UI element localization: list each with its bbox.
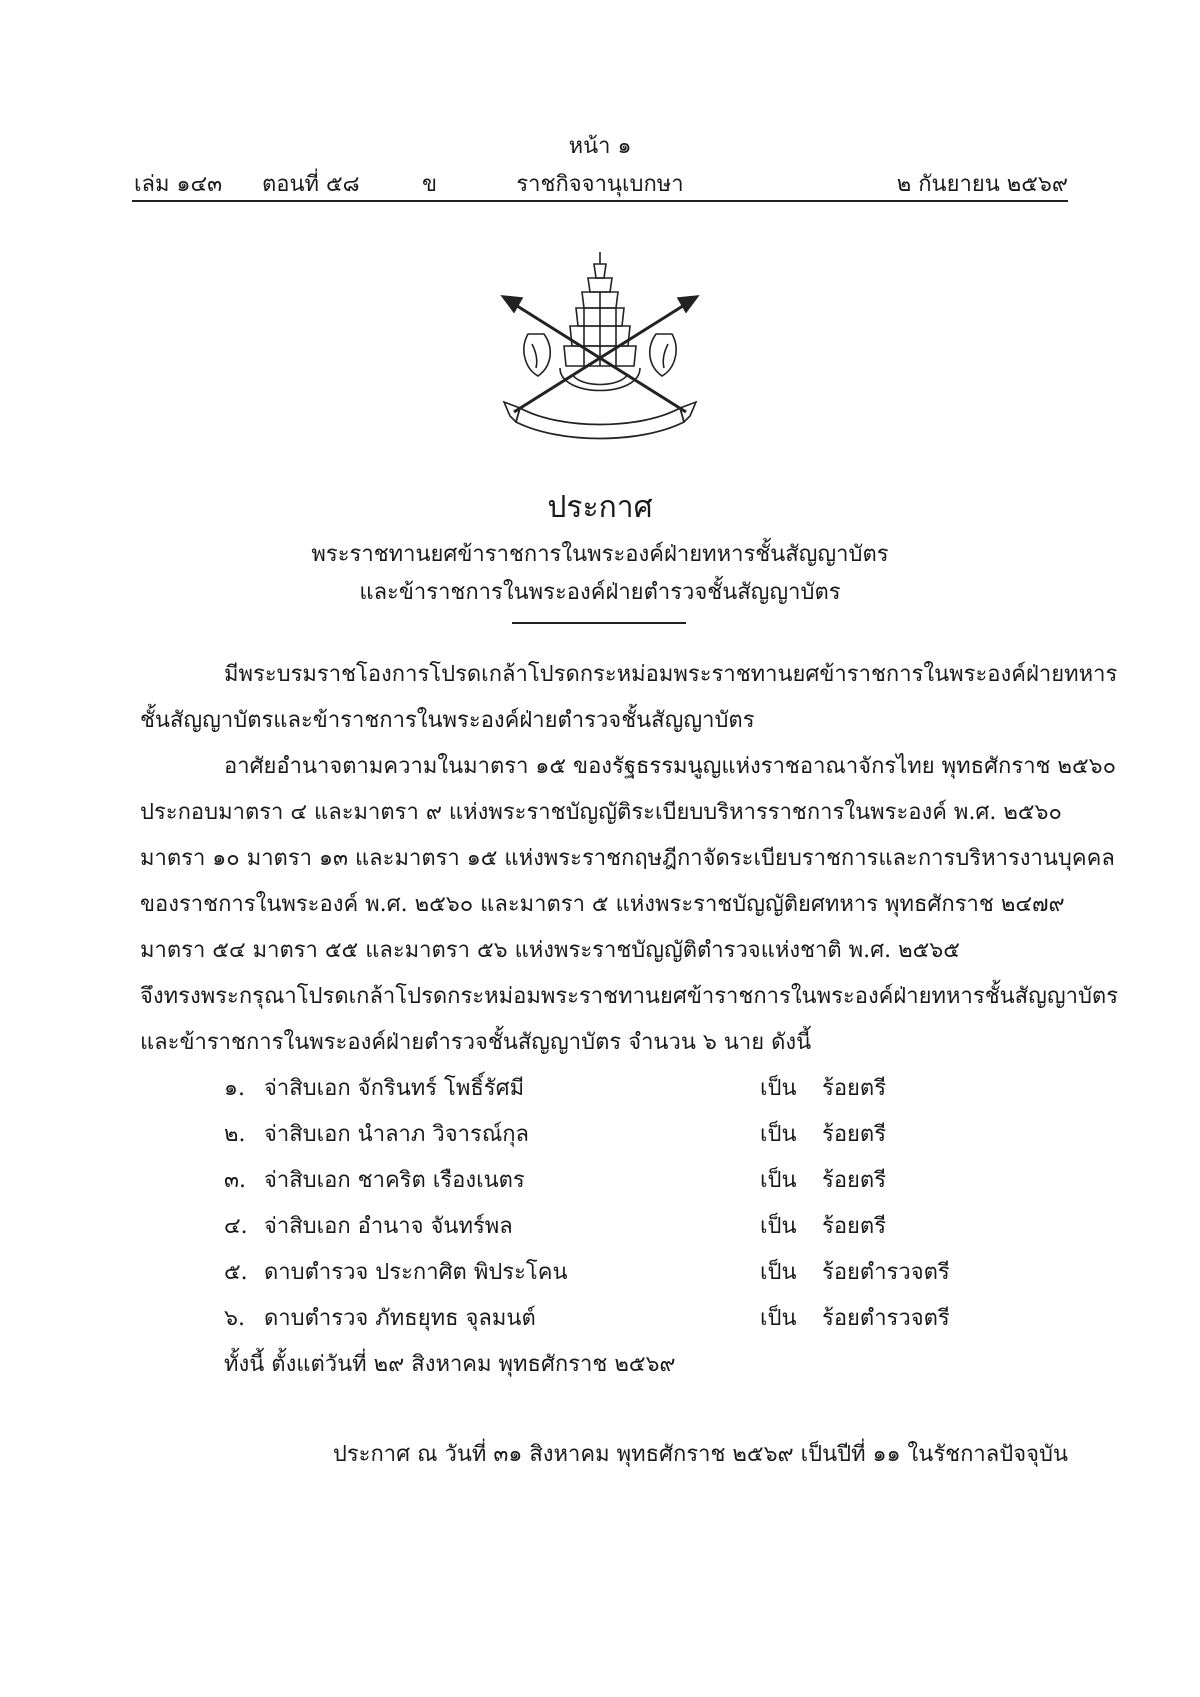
body-line: จึงทรงพระกรุณาโปรดเกล้าโปรดกระหม่อมพระราชทานยศข้าราชการในพระองค์ฝ่ายทหารชั้นสัญญาบัตร <box>140 984 1119 1009</box>
list-item-be: เป็น <box>760 1076 797 1101</box>
list-item-number: ๔. <box>224 1214 248 1239</box>
body-line: มาตรา ๕๔ มาตรา ๕๕ และมาตรา ๕๖ แห่งพระราชบัญญัติตำรวจแห่งชาติ พ.ศ. ๒๕๖๕ <box>140 938 960 963</box>
issue-label: ตอนที่ ๕๘ <box>262 172 360 197</box>
list-item-rank: ร้อยตำรวจตรี <box>822 1306 950 1331</box>
list-item-name: จ่าสิบเอก ชาคริต เรืองเนตร <box>264 1168 525 1193</box>
announcement-subtitle-line2: และข้าราชการในพระองค์ฝ่ายตำรวจชั้นสัญญาบัตร <box>359 580 841 605</box>
list-item-name: จ่าสิบเอก นำลาภ วิจารณ์กุล <box>264 1122 530 1147</box>
list-item-number: ๖. <box>224 1306 245 1331</box>
gazette-name: ราชกิจจานุเบกษา <box>516 172 684 197</box>
list-item-name: ดาบตำรวจ ประกาศิต พิประโคน <box>264 1260 568 1285</box>
body-line: และข้าราชการในพระองค์ฝ่ายตำรวจชั้นสัญญาบัตร จำนวน ๖ นาย ดังนี้ <box>140 1030 812 1055</box>
list-item-rank: ร้อยตำรวจตรี <box>822 1260 950 1285</box>
body-line: อาศัยอำนาจตามความในมาตรา ๑๕ ของรัฐธรรมนูญแห่งราชอาณาจักรไทย พุทธศักราช ๒๕๖๐ <box>224 754 1117 779</box>
list-item-number: ๒. <box>224 1122 246 1147</box>
list-item-be: เป็น <box>760 1260 797 1285</box>
header-divider <box>132 200 1068 202</box>
list-item-name: จ่าสิบเอก อำนาจ จันทร์พล <box>264 1214 513 1239</box>
list-item-be: เป็น <box>760 1214 797 1239</box>
volume-label: เล่ม ๑๔๓ <box>134 172 223 197</box>
list-item-number: ๑. <box>224 1076 245 1101</box>
announcement-title: ประกาศ <box>547 490 653 525</box>
list-item-number: ๓. <box>224 1168 247 1193</box>
body-line: มาตรา ๑๐ มาตรา ๑๓ และมาตรา ๑๕ แห่งพระราชกฤษฎีกาจัดระเบียบราชการและการบริหารงานบุคคล <box>140 846 1115 871</box>
title-divider <box>512 622 686 624</box>
body-line: มีพระบรมราชโองการโปรดเกล้าโปรดกระหม่อมพระราชทานยศข้าราชการในพระองค์ฝ่ายทหาร <box>224 662 1118 687</box>
list-item-be: เป็น <box>760 1122 797 1147</box>
list-item-rank: ร้อยตรี <box>822 1122 887 1147</box>
section-label: ข <box>422 172 438 197</box>
list-item-rank: ร้อยตรี <box>822 1076 887 1101</box>
closing-line: ประกาศ ณ วันที่ ๓๑ สิงหาคม พุทธศักราช ๒๕๖๙ เป็นปีที่ ๑๑ ในรัชกาลปัจจุบัน <box>332 1442 1068 1467</box>
body-line: ประกอบมาตรา ๔ และมาตรา ๙ แห่งพระราชบัญญัติระเบียบบริหารราชการในพระองค์ พ.ศ. ๒๕๖๐ <box>140 800 1062 825</box>
body-line: ของราชการในพระองค์ พ.ศ. ๒๕๖๐ และมาตรา ๕ แห่งพระราชบัญญัติยศทหาร พุทธศักราช ๒๔๗๙ <box>140 892 1065 917</box>
list-item-rank: ร้อยตรี <box>822 1214 887 1239</box>
announcement-subtitle-line1: พระราชทานยศข้าราชการในพระองค์ฝ่ายทหารชั้นสัญญาบัตร <box>311 542 889 567</box>
list-item-be: เป็น <box>760 1168 797 1193</box>
list-item-number: ๕. <box>224 1260 248 1285</box>
body-line: ชั้นสัญญาบัตรและข้าราชการในพระองค์ฝ่ายตำรวจชั้นสัญญาบัตร <box>140 708 755 733</box>
list-item-be: เป็น <box>760 1306 797 1331</box>
page-number: หน้า ๑ <box>568 134 632 159</box>
list-item-rank: ร้อยตรี <box>822 1168 887 1193</box>
list-item-name: จ่าสิบเอก จักรินทร์ โพธิ์รัศมี <box>264 1076 525 1101</box>
royal-seal-icon <box>480 248 720 448</box>
list-item-name: ดาบตำรวจ ภัทธยุทธ จุลมนต์ <box>264 1306 536 1331</box>
publication-date: ๒ กันยายน ๒๕๖๙ <box>896 172 1068 197</box>
effective-date-line: ทั้งนี้ ตั้งแต่วันที่ ๒๙ สิงหาคม พุทธศักราช ๒๕๖๙ <box>224 1352 676 1377</box>
